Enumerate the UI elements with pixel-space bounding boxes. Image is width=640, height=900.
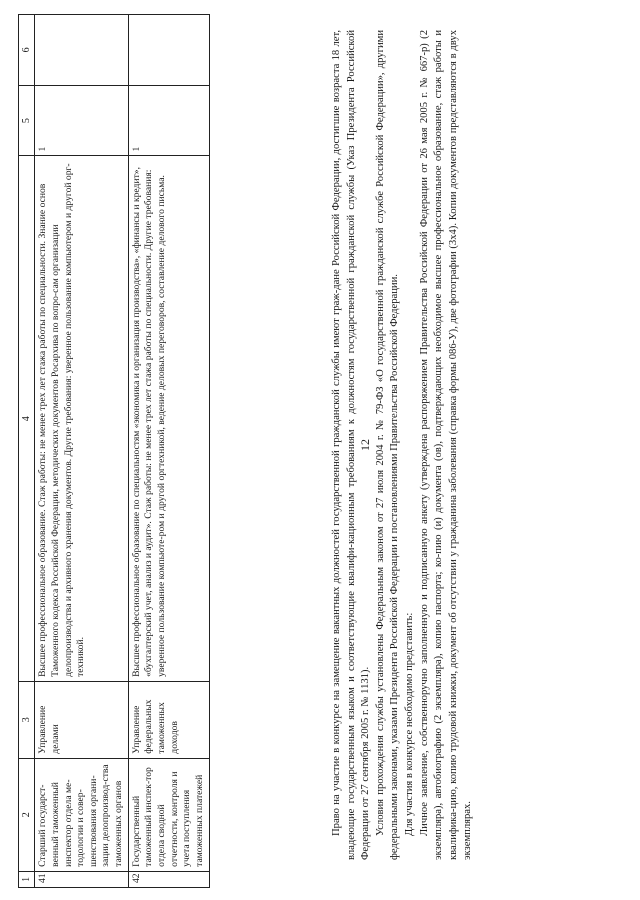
- paragraph-required-documents-heading: Для участия в конкурсе необходимо представить:: [404, 612, 416, 836]
- department-name: Управление федеральных таможенных доходов: [128, 681, 209, 758]
- table-row: [35, 15, 129, 888]
- row-number: 41: [35, 871, 129, 887]
- table-header-row: [19, 15, 35, 888]
- column-header: 6: [19, 15, 35, 86]
- column-6-cell: [35, 15, 129, 86]
- department-name: Управление делами: [35, 681, 129, 758]
- column-header: 1: [19, 871, 35, 887]
- vacancy-count: 1: [128, 85, 209, 156]
- qualification-requirements: Высшее профессиональное образование. Стаж работы: не менее трех лет стажа работы по специальности. Знание основ Таможенного кодекса Российской Федерации, методических документов Росархива по вопро-сам организации делопроизводства и архивного хранения документов. Другие требования: уверенное пользование компьютером и другой орг-техникой.: [35, 156, 129, 681]
- column-header: 4: [19, 156, 35, 681]
- position-title: Государственный таможенный инспек-тор отдела сводной отчетности, контроля и учета поступления таможенных платежей: [128, 758, 209, 871]
- paragraph-eligibility: Право на участие в конкурсе на замещение вакантных должностей государственной гражданской службы имеют граж-дане Российской Федерации, достигшие возраста 18 лет, владеющие государственным языком и соответствующие квалифи-кационным требованиям к должностям государственной гражданской службы (Указ Президента Российской Федерации от 27 сентября 2005 г. № 1131).: [331, 30, 372, 860]
- vacancy-count: 1: [35, 85, 129, 156]
- vacancy-table: [18, 14, 210, 888]
- table-row: [128, 15, 209, 888]
- row-number: 42: [128, 871, 209, 887]
- page-number: 12: [358, 439, 372, 451]
- column-header: 3: [19, 681, 35, 758]
- paragraph-service-conditions: Условия прохождения службы установлены Федеральным законом от 27 июля 2004 г. № 79-ФЗ «О государственной гражданской службе Российской Федерации», другими федеральными законами, указами Президента Российской Федерации и постановлениями Правительства Российской Федерации.: [374, 30, 401, 860]
- column-header: 2: [19, 758, 35, 871]
- column-header: 5: [19, 85, 35, 156]
- body-text: [330, 30, 476, 860]
- qualification-requirements: Высшее профессиональное образование по специальностям «экономика и организация производства», «финансы и кредит», «бухгалтерский учет, анализ и аудит». Стаж работы: не менее трех лет стажа работы по специальности. Другие требования: уверенное пользование компьюте-ром и другой оргтехникой, ведение деловых переговоров, составление делового письма.: [128, 156, 209, 681]
- position-title: Старший государст-венный таможенный инспектор отдела ме-тодологии и совер-шенствования органи-зации делопроизвод-ства таможенных органов: [35, 758, 129, 871]
- paragraph-documents-list: Личное заявление, собственноручно заполненную и подписанную анкету (утверждена распоряжением Правительства Российской Федерации от 26 мая 2005 г. № 667-р) (2 экземпляра), автобиографию (2 экземпляра), копию паспорта; ко-пию (и) документа (ов), подтверждающих необходимое высшее профессиональное образование, стаж работы и квалифика-цию, копию трудовой книжки, документ об отсутствии у гражданина заболевания (справка формы 086-У), две фотографии (3х4). Копии документов представляются в двух экземплярах.: [418, 30, 474, 860]
- column-6-cell: [128, 15, 209, 86]
